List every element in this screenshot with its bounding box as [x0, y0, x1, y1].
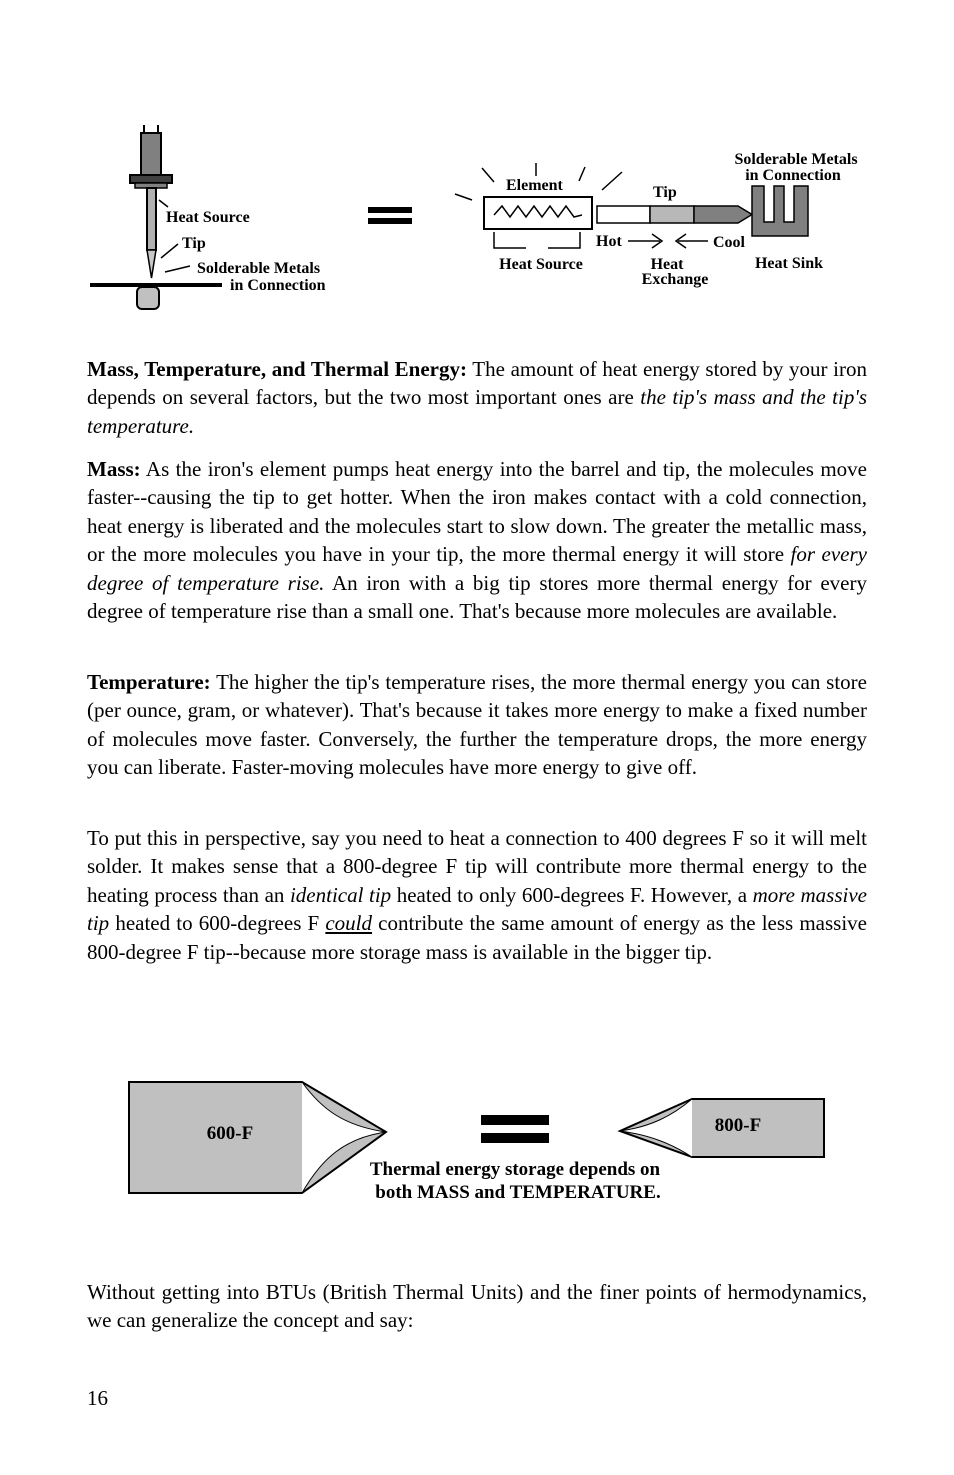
soldering-diagram	[0, 0, 954, 320]
right-heat-source-label: Heat Source	[499, 256, 583, 273]
mass-text-1: As the iron's element pumps heat energy into the barrel and tip, the molecules move faster--causing the tip to get hotter. When the iron makes contact with a cold connection, heat energy is liberated and the molecules start to slow down. The greater the metallic mass, or the more molecules you have in your tip, the more thermal energy it will store	[87, 457, 867, 567]
caption-line-2: both MASS and TEMPERATURE.	[375, 1182, 661, 1203]
equals-sign	[368, 207, 412, 224]
right-metals-label-1: Solderable Metals	[734, 151, 858, 168]
perspective-italic-1: identical tip	[289, 882, 392, 907]
heading-temperature: Temperature:	[87, 670, 211, 694]
label-600f: 600-F	[206, 1123, 254, 1144]
caption-line-1: Thermal energy storage depends on	[369, 1159, 661, 1180]
left-tip-label: Tip	[182, 235, 206, 252]
paragraph-btu	[87, 1278, 867, 1335]
label-800f: 800-F	[714, 1115, 762, 1136]
intro-italic: the tip's mass and the tip's temperature.	[87, 385, 867, 438]
paragraph-perspective	[87, 824, 867, 966]
temperature-text: The higher the tip's temperature rises, the more thermal energy you can store (per ounce, gram, or whatever). That's because it takes more energy to make a fixed number of molecules move faster. Conversely, the further the temperature drops, the more energy you can liberate. Faster-moving molecules have more energy to give off.	[87, 670, 867, 780]
mass-italic: for every degree of temperature rise.	[87, 542, 868, 595]
btu-text: Without getting into BTUs (British Thermal Units) and the finer points of hermodynamics, we can generalize the concept and say:	[87, 1280, 867, 1333]
heading-mass: Mass:	[87, 457, 141, 481]
mass-text-2: An iron with a big tip stores more thermal energy for every degree of temperature rise than a small one. That's because more molecules are available.	[87, 570, 867, 624]
paragraph-mass	[87, 455, 867, 625]
heat-sink-label: Heat Sink	[754, 255, 824, 272]
cool-label: Cool	[713, 234, 745, 251]
equals-sign-2	[481, 1115, 549, 1143]
perspective-text-1: To put this in perspective, say you need to heat a connection to 400 degrees F so it will melt solder. It makes sense that a 800-degree F tip will contribute more thermal energy to the heating process than an	[87, 826, 867, 907]
paragraph-temperature	[87, 668, 867, 782]
left-heat-source-label: Heat Source	[166, 209, 250, 226]
large-tip-600f	[129, 1082, 386, 1193]
perspective-text-2: heated to only 600-degrees F. However, a	[391, 882, 753, 907]
intro-text: The amount of heat energy stored by your iron depends on several factors, but the two most important ones are	[87, 357, 868, 410]
heading-mass-temperature-energy: Mass, Temperature, and Thermal Energy:	[87, 357, 468, 381]
perspective-text-4: contribute the same amount of energy as the less massive 800-degree F tip--because more storage mass is available in the bigger tip.	[87, 911, 867, 964]
perspective-italic-2: more massive tip	[87, 882, 867, 936]
perspective-underline: could	[325, 911, 373, 936]
right-metals-label-2: in Connection	[745, 167, 841, 184]
element-label: Element	[506, 177, 563, 194]
exchange-label: Exchange	[641, 271, 709, 288]
perspective-text-3: heated to 600-degrees F	[109, 911, 326, 936]
hot-label: Hot	[596, 233, 622, 250]
tip-comparison-diagram	[0, 1070, 954, 1210]
left-metals-label-2: in Connection	[230, 277, 326, 294]
paragraph-intro	[87, 355, 867, 440]
page-number: 16	[87, 1386, 108, 1410]
left-metals-label-1: Solderable Metals	[197, 260, 321, 277]
right-tip-label: Tip	[653, 184, 677, 201]
heat-label: Heat	[650, 256, 684, 273]
